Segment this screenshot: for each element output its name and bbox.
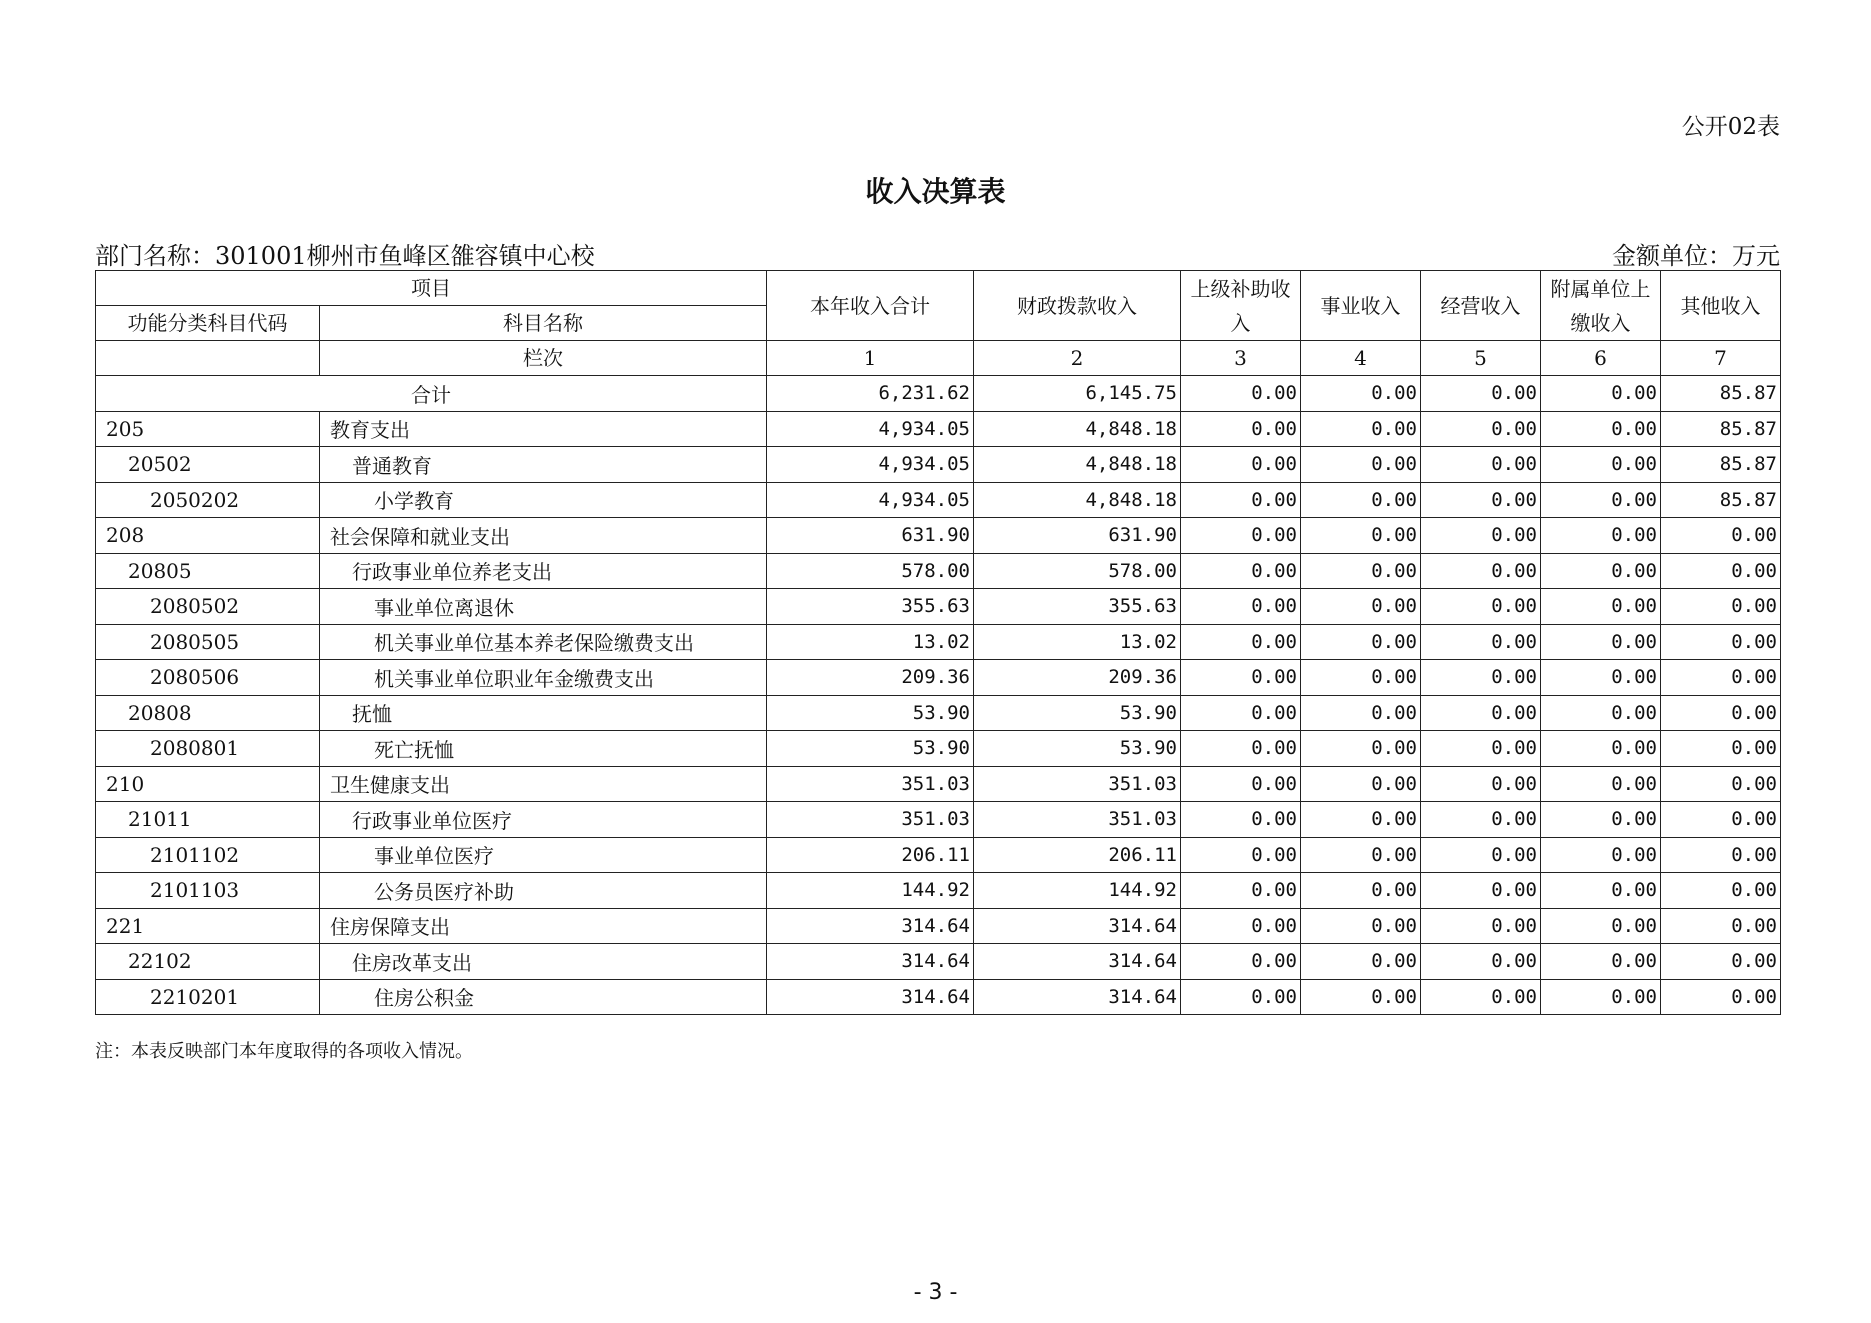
amount-cell: 0.00 — [1301, 553, 1421, 589]
amount-cell: 0.00 — [1301, 589, 1421, 625]
amount-cell: 0.00 — [1541, 979, 1661, 1015]
amount-cell: 0.00 — [1541, 837, 1661, 873]
amount-cell: 0.00 — [1661, 518, 1781, 554]
header-col-7: 其他收入 — [1661, 271, 1781, 341]
amount-cell: 0.00 — [1661, 766, 1781, 802]
amount-cell: 0.00 — [1301, 624, 1421, 660]
amount-cell: 0.00 — [1301, 518, 1421, 554]
amount-cell: 0.00 — [1181, 518, 1301, 554]
amount-cell: 0.00 — [1661, 553, 1781, 589]
amount-cell: 314.64 — [974, 979, 1181, 1015]
header-col-1: 本年收入合计 — [767, 271, 974, 341]
table-row — [96, 731, 1781, 767]
subject-name: 教育支出 — [320, 411, 767, 447]
total-value: 0.00 — [1541, 376, 1661, 412]
subject-name: 住房保障支出 — [320, 908, 767, 944]
form-number: 公开02表 — [1681, 114, 1780, 140]
amount-cell: 209.36 — [974, 660, 1181, 696]
amount-cell: 0.00 — [1661, 944, 1781, 980]
amount-cell: 0.00 — [1181, 979, 1301, 1015]
amount-cell: 0.00 — [1421, 908, 1541, 944]
amount-cell: 0.00 — [1421, 482, 1541, 518]
amount-cell: 0.00 — [1301, 979, 1421, 1015]
amount-cell: 631.90 — [974, 518, 1181, 554]
amount-cell: 0.00 — [1421, 624, 1541, 660]
total-value: 0.00 — [1181, 376, 1301, 412]
amount-cell: 0.00 — [1421, 766, 1541, 802]
subject-name: 机关事业单位职业年金缴费支出 — [320, 660, 767, 696]
department-label: 部门名称：301001柳州市鱼峰区雒容镇中心校 — [95, 242, 595, 270]
function-code: 21011 — [96, 802, 320, 838]
table-row — [96, 553, 1781, 589]
amount-cell: 0.00 — [1541, 660, 1661, 696]
amount-cell: 0.00 — [1541, 447, 1661, 483]
amount-cell: 4,934.05 — [767, 447, 974, 483]
amount-cell: 631.90 — [767, 518, 974, 554]
amount-cell: 351.03 — [767, 802, 974, 838]
amount-cell: 0.00 — [1181, 908, 1301, 944]
function-code: 2080801 — [96, 731, 320, 767]
header-name: 科目名称 — [320, 306, 767, 341]
amount-cell: 144.92 — [974, 873, 1181, 909]
subject-name: 社会保障和就业支出 — [320, 518, 767, 554]
amount-cell: 0.00 — [1181, 731, 1301, 767]
amount-cell: 53.90 — [767, 731, 974, 767]
amount-cell: 0.00 — [1181, 766, 1301, 802]
empty-cell — [96, 341, 320, 376]
header-col-5: 经营收入 — [1421, 271, 1541, 341]
table-row — [96, 979, 1781, 1015]
total-value: 6,145.75 — [974, 376, 1181, 412]
amount-cell: 0.00 — [1541, 766, 1661, 802]
amount-cell: 0.00 — [1541, 589, 1661, 625]
amount-cell: 0.00 — [1661, 802, 1781, 838]
unit-label: 金额单位：万元 — [1612, 242, 1780, 270]
total-value: 85.87 — [1661, 376, 1781, 412]
amount-cell: 0.00 — [1541, 873, 1661, 909]
amount-cell: 0.00 — [1541, 482, 1661, 518]
amount-cell: 0.00 — [1301, 944, 1421, 980]
header-code: 功能分类科目代码 — [96, 306, 320, 341]
amount-cell: 13.02 — [767, 624, 974, 660]
amount-cell: 0.00 — [1181, 837, 1301, 873]
amount-cell: 0.00 — [1661, 979, 1781, 1015]
total-value: 0.00 — [1421, 376, 1541, 412]
amount-cell: 0.00 — [1181, 553, 1301, 589]
amount-cell: 0.00 — [1421, 731, 1541, 767]
subject-name: 普通教育 — [320, 447, 767, 483]
amount-cell: 0.00 — [1301, 695, 1421, 731]
col-num-1: 1 — [767, 341, 974, 376]
amount-cell: 351.03 — [974, 766, 1181, 802]
amount-cell: 0.00 — [1421, 695, 1541, 731]
amount-cell: 0.00 — [1301, 731, 1421, 767]
amount-cell: 0.00 — [1301, 447, 1421, 483]
subject-name: 住房公积金 — [320, 979, 767, 1015]
amount-cell: 314.64 — [767, 944, 974, 980]
subject-name: 公务员医疗补助 — [320, 873, 767, 909]
amount-cell: 53.90 — [767, 695, 974, 731]
amount-cell: 351.03 — [974, 802, 1181, 838]
amount-cell: 209.36 — [767, 660, 974, 696]
amount-cell: 0.00 — [1181, 589, 1301, 625]
amount-cell: 0.00 — [1181, 873, 1301, 909]
subject-name: 机关事业单位基本养老保险缴费支出 — [320, 624, 767, 660]
column-index-row — [96, 341, 1781, 376]
amount-cell: 0.00 — [1301, 908, 1421, 944]
header-row-1 — [96, 271, 1781, 306]
income-table — [95, 270, 1781, 1015]
table-row — [96, 802, 1781, 838]
amount-cell: 0.00 — [1421, 660, 1541, 696]
amount-cell: 0.00 — [1301, 873, 1421, 909]
amount-cell: 0.00 — [1301, 766, 1421, 802]
amount-cell: 0.00 — [1181, 447, 1301, 483]
amount-cell: 0.00 — [1661, 624, 1781, 660]
subject-name: 小学教育 — [320, 482, 767, 518]
function-code: 221 — [96, 908, 320, 944]
amount-cell: 314.64 — [974, 908, 1181, 944]
amount-cell: 0.00 — [1421, 837, 1541, 873]
amount-cell: 0.00 — [1301, 482, 1421, 518]
amount-cell: 0.00 — [1421, 873, 1541, 909]
total-row — [96, 376, 1781, 412]
amount-cell: 0.00 — [1661, 695, 1781, 731]
col-num-5: 5 — [1421, 341, 1541, 376]
amount-cell: 0.00 — [1181, 695, 1301, 731]
amount-cell: 0.00 — [1421, 553, 1541, 589]
amount-cell: 53.90 — [974, 731, 1181, 767]
amount-cell: 0.00 — [1181, 624, 1301, 660]
amount-cell: 314.64 — [974, 944, 1181, 980]
table-row — [96, 695, 1781, 731]
footnote: 注：本表反映部门本年度取得的各项收入情况。 — [95, 1041, 473, 1062]
amount-cell: 4,848.18 — [974, 447, 1181, 483]
amount-cell: 85.87 — [1661, 411, 1781, 447]
amount-cell: 0.00 — [1541, 731, 1661, 767]
function-code: 2210201 — [96, 979, 320, 1015]
amount-cell: 0.00 — [1301, 660, 1421, 696]
amount-cell: 0.00 — [1181, 944, 1301, 980]
amount-cell: 206.11 — [767, 837, 974, 873]
amount-cell: 206.11 — [974, 837, 1181, 873]
table-row — [96, 411, 1781, 447]
amount-cell: 0.00 — [1541, 518, 1661, 554]
amount-cell: 0.00 — [1541, 695, 1661, 731]
amount-cell: 0.00 — [1661, 873, 1781, 909]
subject-name: 卫生健康支出 — [320, 766, 767, 802]
page-number: - 3 - — [913, 1280, 958, 1305]
function-code: 2050202 — [96, 482, 320, 518]
amount-cell: 314.64 — [767, 908, 974, 944]
header-col-2: 财政拨款收入 — [974, 271, 1181, 341]
amount-cell: 0.00 — [1301, 411, 1421, 447]
function-code: 20502 — [96, 447, 320, 483]
amount-cell: 578.00 — [974, 553, 1181, 589]
amount-cell: 4,934.05 — [767, 411, 974, 447]
amount-cell: 0.00 — [1661, 731, 1781, 767]
amount-cell: 0.00 — [1301, 802, 1421, 838]
subject-name: 住房改革支出 — [320, 944, 767, 980]
amount-cell: 0.00 — [1421, 802, 1541, 838]
function-code: 2101102 — [96, 837, 320, 873]
amount-cell: 85.87 — [1661, 447, 1781, 483]
table-body — [96, 411, 1781, 1015]
amount-cell: 0.00 — [1541, 802, 1661, 838]
amount-cell: 144.92 — [767, 873, 974, 909]
amount-cell: 13.02 — [974, 624, 1181, 660]
amount-cell: 0.00 — [1421, 944, 1541, 980]
table-row — [96, 944, 1781, 980]
amount-cell: 0.00 — [1421, 518, 1541, 554]
amount-cell: 0.00 — [1181, 802, 1301, 838]
amount-cell: 0.00 — [1541, 411, 1661, 447]
function-code: 20808 — [96, 695, 320, 731]
amount-cell: 0.00 — [1421, 411, 1541, 447]
function-code: 210 — [96, 766, 320, 802]
column-index-label: 栏次 — [320, 341, 767, 376]
subject-name: 死亡抚恤 — [320, 731, 767, 767]
subject-name: 行政事业单位医疗 — [320, 802, 767, 838]
total-value: 0.00 — [1301, 376, 1421, 412]
amount-cell: 0.00 — [1661, 589, 1781, 625]
function-code: 2080505 — [96, 624, 320, 660]
amount-cell: 4,934.05 — [767, 482, 974, 518]
total-value: 6,231.62 — [767, 376, 974, 412]
function-code: 2080502 — [96, 589, 320, 625]
table-row — [96, 447, 1781, 483]
amount-cell: 0.00 — [1421, 589, 1541, 625]
function-code: 2101103 — [96, 873, 320, 909]
page-title: 收入决算表 — [865, 175, 1006, 208]
table-row — [96, 873, 1781, 909]
amount-cell: 0.00 — [1541, 908, 1661, 944]
total-label: 合计 — [96, 376, 767, 412]
table-row — [96, 837, 1781, 873]
amount-cell: 0.00 — [1181, 482, 1301, 518]
amount-cell: 351.03 — [767, 766, 974, 802]
header-col-6: 附属单位上缴收入 — [1541, 271, 1661, 341]
subject-name: 抚恤 — [320, 695, 767, 731]
amount-cell: 314.64 — [767, 979, 974, 1015]
amount-cell: 578.00 — [767, 553, 974, 589]
amount-cell: 0.00 — [1541, 944, 1661, 980]
amount-cell: 355.63 — [767, 589, 974, 625]
col-num-4: 4 — [1301, 341, 1421, 376]
amount-cell: 0.00 — [1421, 447, 1541, 483]
amount-cell: 0.00 — [1301, 837, 1421, 873]
table-row — [96, 482, 1781, 518]
col-num-7: 7 — [1661, 341, 1781, 376]
subject-name: 事业单位医疗 — [320, 837, 767, 873]
amount-cell: 0.00 — [1541, 553, 1661, 589]
amount-cell: 53.90 — [974, 695, 1181, 731]
function-code: 205 — [96, 411, 320, 447]
amount-cell: 0.00 — [1661, 837, 1781, 873]
header-col-3: 上级补助收入 — [1181, 271, 1301, 341]
amount-cell: 0.00 — [1181, 411, 1301, 447]
function-code: 22102 — [96, 944, 320, 980]
table-row — [96, 624, 1781, 660]
col-num-6: 6 — [1541, 341, 1661, 376]
subject-name: 事业单位离退休 — [320, 589, 767, 625]
function-code: 20805 — [96, 553, 320, 589]
amount-cell: 4,848.18 — [974, 482, 1181, 518]
function-code: 2080506 — [96, 660, 320, 696]
table-row — [96, 589, 1781, 625]
amount-cell: 85.87 — [1661, 482, 1781, 518]
subject-name: 行政事业单位养老支出 — [320, 553, 767, 589]
header-col-4: 事业收入 — [1301, 271, 1421, 341]
col-num-2: 2 — [974, 341, 1181, 376]
amount-cell: 0.00 — [1421, 979, 1541, 1015]
table-row — [96, 518, 1781, 554]
amount-cell: 0.00 — [1661, 660, 1781, 696]
col-num-3: 3 — [1181, 341, 1301, 376]
amount-cell: 0.00 — [1181, 660, 1301, 696]
table-row — [96, 660, 1781, 696]
table-row — [96, 908, 1781, 944]
amount-cell: 0.00 — [1661, 908, 1781, 944]
amount-cell: 355.63 — [974, 589, 1181, 625]
header-item: 项目 — [96, 271, 767, 306]
amount-cell: 0.00 — [1541, 624, 1661, 660]
amount-cell: 4,848.18 — [974, 411, 1181, 447]
function-code: 208 — [96, 518, 320, 554]
table-row — [96, 766, 1781, 802]
